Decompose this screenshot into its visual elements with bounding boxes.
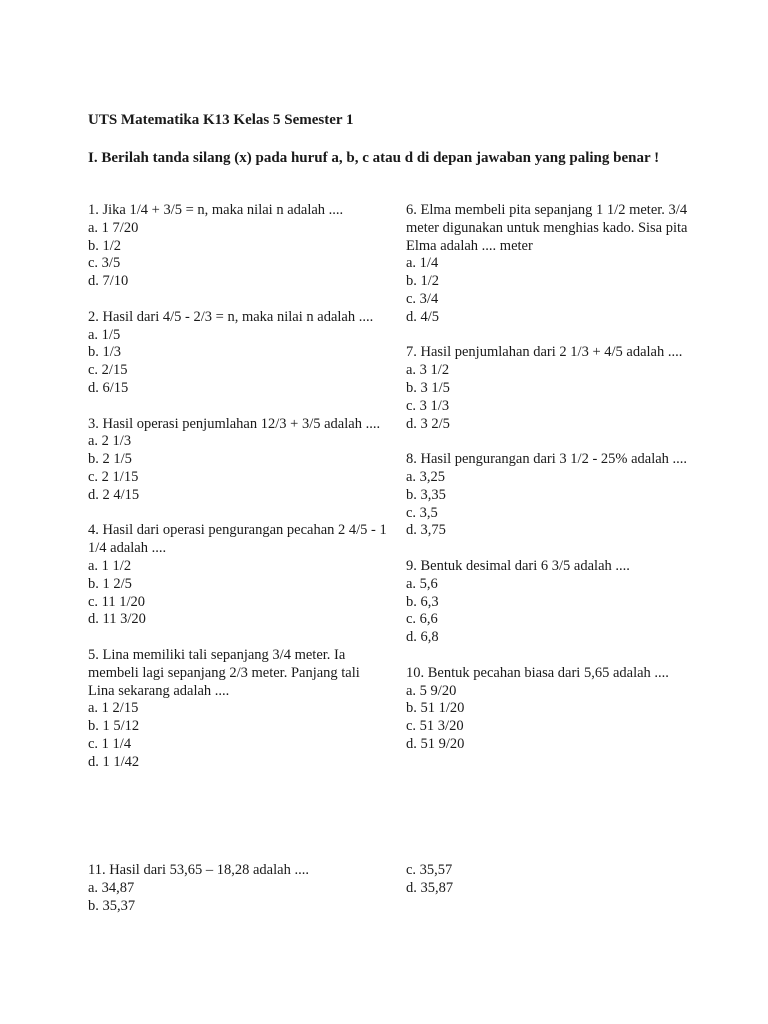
option-b: b. 1/3 bbox=[88, 344, 122, 361]
page-title: UTS Matematika K13 Kelas 5 Semester 1 bbox=[88, 112, 354, 128]
option-d: d. 7/10 bbox=[88, 273, 129, 290]
option-a: a. 5,6 bbox=[406, 575, 438, 592]
question-11 bbox=[88, 862, 388, 915]
option-d: d. 11 3/20 bbox=[88, 611, 146, 628]
option-c: c. 2 1/15 bbox=[88, 468, 139, 485]
option-d: d. 35,87 bbox=[406, 879, 454, 896]
option-b: b. 1 2/5 bbox=[88, 575, 132, 592]
option-c: c. 35,57 bbox=[406, 862, 453, 878]
question-6 bbox=[406, 202, 706, 327]
question-text: 6. Elma membeli pita sepanjang 1 1/2 meter. 3/4 meter digunakan untuk menghias kado. Sisa pita Elma adalah .... meter bbox=[406, 202, 688, 254]
option-b: b. 1/2 bbox=[88, 237, 122, 254]
option-a: a. 1/4 bbox=[406, 255, 439, 272]
option-b: b. 51 1/20 bbox=[406, 700, 465, 717]
question-text: 5. Lina memiliki tali sepanjang 3/4 meter. Ia membeli lagi sepanjang 2/3 meter. Panjang tali Lina sekarang adalah .... bbox=[88, 646, 360, 699]
option-a: a. 1 2/15 bbox=[88, 700, 139, 717]
option-c: c. 6,6 bbox=[406, 611, 438, 628]
option-d: d. 3,75 bbox=[406, 522, 446, 539]
option-b: b. 3 1/5 bbox=[406, 379, 450, 396]
question-3 bbox=[88, 416, 388, 505]
option-b: b. 2 1/5 bbox=[88, 451, 132, 468]
question-9 bbox=[406, 558, 706, 647]
option-d: d. 6,8 bbox=[406, 629, 439, 646]
question-text: 9. Bentuk desimal dari 6 3/5 adalah .... bbox=[406, 557, 630, 574]
right-question-column bbox=[406, 202, 706, 772]
question-text: 7. Hasil penjumlahan dari 2 1/3 + 4/5 adalah .... bbox=[406, 344, 683, 361]
option-d: d. 4/5 bbox=[406, 308, 440, 325]
question-5 bbox=[88, 647, 388, 772]
option-c: c. 11 1/20 bbox=[88, 593, 146, 610]
option-a: a. 3,25 bbox=[406, 468, 446, 485]
option-b: b. 1/2 bbox=[406, 273, 440, 290]
option-a: a. 2 1/3 bbox=[88, 433, 132, 450]
option-c: c. 2/15 bbox=[88, 362, 128, 379]
option-a: a. 34,87 bbox=[88, 879, 135, 896]
question-1 bbox=[88, 202, 388, 291]
option-a: a. 1/5 bbox=[88, 326, 121, 343]
option-a: a. 5 9/20 bbox=[406, 682, 457, 699]
question-text: 8. Hasil pengurangan dari 3 1/2 - 25% adalah .... bbox=[406, 451, 688, 468]
option-a: a. 1 7/20 bbox=[88, 219, 139, 236]
option-c: c. 3,5 bbox=[406, 504, 438, 521]
question-text: 4. Hasil dari operasi pengurangan pecahan 2 4/5 - 1 1/4 adalah .... bbox=[88, 522, 387, 557]
option-d: d. 2 4/15 bbox=[88, 486, 140, 503]
option-d: d. 3 2/5 bbox=[406, 415, 450, 432]
option-b: b. 1 5/12 bbox=[88, 718, 140, 735]
option-d: d. 51 9/20 bbox=[406, 735, 465, 752]
question-4 bbox=[88, 522, 388, 629]
question-text: 2. Hasil dari 4/5 - 2/3 = n, maka nilai n adalah .... bbox=[88, 308, 374, 325]
question-2 bbox=[88, 309, 388, 398]
option-b: b. 3,35 bbox=[406, 486, 446, 503]
option-b: b. 35,37 bbox=[88, 897, 136, 914]
question-text: 11. Hasil dari 53,65 – 18,28 adalah .... bbox=[88, 862, 309, 878]
option-c: c. 1 1/4 bbox=[88, 735, 132, 752]
option-c: c. 3/5 bbox=[88, 255, 121, 272]
question-text: 1. Jika 1/4 + 3/5 = n, maka nilai n adalah .... bbox=[88, 202, 344, 218]
left-question-column bbox=[88, 202, 388, 789]
option-c: c. 51 3/20 bbox=[406, 718, 464, 735]
question-8 bbox=[406, 451, 706, 540]
option-c: c. 3/4 bbox=[406, 290, 439, 307]
section-instruction: I. Berilah tanda silang (x) pada huruf a, b, c atau d di depan jawaban yang paling benar ! bbox=[88, 150, 660, 166]
question-7 bbox=[406, 344, 706, 433]
question-text: 3. Hasil operasi penjumlahan 12/3 + 3/5 adalah .... bbox=[88, 415, 381, 432]
question-text: 10. Bentuk pecahan biasa dari 5,65 adalah .... bbox=[406, 664, 669, 681]
option-c: c. 3 1/3 bbox=[406, 397, 450, 414]
option-d: d. 1 1/42 bbox=[88, 753, 140, 770]
option-d: d. 6/15 bbox=[88, 379, 129, 396]
option-a: a. 1 1/2 bbox=[88, 557, 132, 574]
question-10 bbox=[406, 665, 706, 754]
option-b: b. 6,3 bbox=[406, 593, 439, 610]
option-a: a. 3 1/2 bbox=[406, 362, 450, 379]
question-11-continued bbox=[406, 862, 706, 898]
